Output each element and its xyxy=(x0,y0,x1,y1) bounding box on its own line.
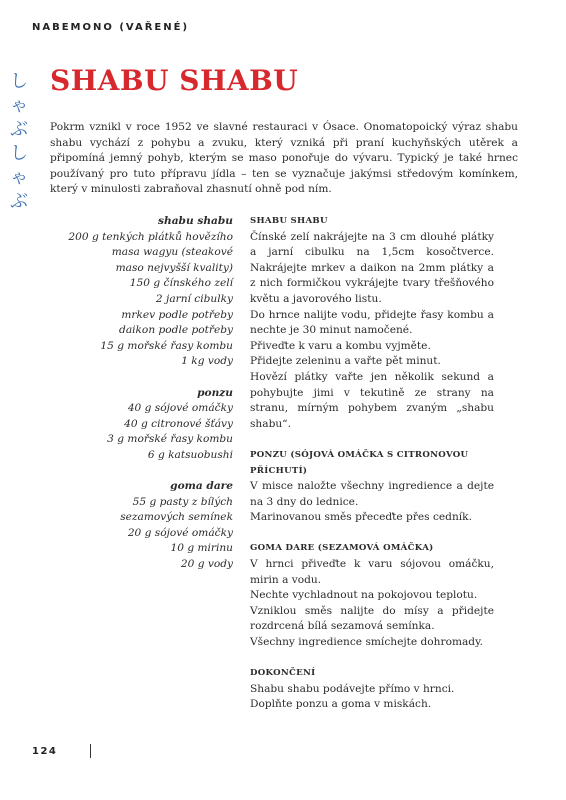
ingredient-line: daikon podle potřeby xyxy=(119,324,233,337)
ingredient-line: 150 g čínského zelí xyxy=(129,277,233,290)
instruction-paragraph: V hrnci přiveďte k varu sójovou omáčku, mirin a vodu. xyxy=(250,558,494,586)
ingredient-group xyxy=(50,214,233,370)
ingredient-line: 20 g sójové omáčky xyxy=(127,526,233,539)
instruction-section xyxy=(250,214,494,432)
kana-char: し xyxy=(10,71,28,92)
instruction-section xyxy=(250,541,494,650)
section-heading: PONZU (SÓJOVÁ OMÁČKA S CITRONOVOU PŘÍCHUTÍ) xyxy=(250,449,469,476)
ingredient-line: 200 g tenkých plátků hovězího xyxy=(68,230,233,243)
instruction-paragraph: Do hrnce nalijte vodu, přidejte řasy kombu a nechte je 30 minut namočené. xyxy=(250,308,494,337)
instruction-paragraph: Vzniklou směs nalijte do mísy a přidejte rozdrcená bílá sezamová semínka. xyxy=(250,604,494,633)
ingredient-line: 20 g vody xyxy=(180,558,233,571)
instructions-column xyxy=(250,214,494,713)
ingredient-line: 3 g mořské řasy kombu xyxy=(107,433,233,446)
section-heading: SHABU SHABU xyxy=(250,216,328,226)
ingredient-line: 40 g sójové omáčky xyxy=(127,402,233,415)
ingredient-group-heading: goma dare xyxy=(170,480,233,493)
kana-char: ぶ xyxy=(10,191,28,212)
instruction-paragraph: Nechte vychladnout na pokojovou teplotu. xyxy=(250,589,478,602)
intro-paragraph: Pokrm vznikl v roce 1952 ve slavné restauraci v Ósace. Onomatopoický výraz shabu shabu vychází z pohybu a zvuku, který vzniká při praní kuchyňských utěrek a připomíná jemný pohyb, kterým se maso ponořuje do vývaru. Typický je také hrnec používaný pro tuto přípravu jídla – ten se vyznačuje jakýmsi středovým komínkem, který v minulosti zabraňoval zhasnutí ohně pod ním. xyxy=(50,121,518,196)
ingredient-group xyxy=(50,479,233,573)
instruction-paragraph: Marinovanou směs přeceďte přes cedník. xyxy=(250,511,472,524)
instruction-section xyxy=(250,448,494,526)
instruction-paragraph: Shabu shabu podávejte přímo v hrnci. xyxy=(250,682,455,695)
ingredient-line: 2 jarní cibulky xyxy=(155,292,233,305)
ingredient-line: 1 kg vody xyxy=(181,355,233,368)
instruction-paragraph: Přidejte zeleninu a vařte pět minut. xyxy=(250,355,441,368)
instruction-paragraph: Hovězí plátky vařte jen několik sekund a pohybujte jimi v tekutině ze strany na stranu, mírným pohybem zvaným „shabu shabu“. xyxy=(250,370,494,430)
ingredient-line: 55 g pasty z bílých xyxy=(132,495,233,508)
vertical-japanese-title xyxy=(6,70,32,214)
page-number: 124 xyxy=(32,746,58,757)
recipe-title: SHABU SHABU xyxy=(50,64,299,97)
instruction-paragraph: Čínské zelí nakrájejte na 3 cm dlouhé plátky a jarní cibulku na 1,5cm kosočtverce. Nakrájejte mrkev a daikon na 2mm plátky a z nich formičkou vykrájejte tvary třešňového květu a javorového listu. xyxy=(250,230,494,305)
instruction-section xyxy=(250,666,494,713)
ingredient-line: maso nejvyšší kvality) xyxy=(115,261,233,274)
instruction-paragraph: Doplňte ponzu a goma v miskách. xyxy=(250,698,432,711)
kana-char: ぶ xyxy=(10,119,28,140)
ingredient-line: mrkev podle potřeby xyxy=(121,308,233,321)
ingredient-line: 15 g mořské řasy kombu xyxy=(100,339,233,352)
ingredient-group xyxy=(50,386,233,464)
kana-char: し xyxy=(10,143,28,164)
section-heading: GOMA DARE (SEZAMOVÁ OMÁČKA) xyxy=(250,543,434,554)
ingredient-line: 10 g mirinu xyxy=(170,542,233,555)
section-heading: DOKONČENÍ xyxy=(250,668,316,679)
ingredient-line: 40 g citronové šťávy xyxy=(124,417,233,430)
ingredient-group-heading: shabu shabu xyxy=(158,215,233,227)
instruction-paragraph: Všechny ingredience smíchejte dohromady. xyxy=(250,636,484,649)
footer-divider xyxy=(90,744,91,758)
kana-char: ゃ xyxy=(10,167,28,188)
instruction-paragraph: V misce naložte všechny ingredience a dejte na 3 dny do lednice. xyxy=(250,480,494,508)
ingredient-group-heading: ponzu xyxy=(197,386,233,399)
instruction-paragraph: Přiveďte k varu a kombu vyjměte. xyxy=(250,339,431,352)
ingredients-column xyxy=(50,214,233,573)
ingredient-line: 6 g katsuobushi xyxy=(147,448,233,461)
running-header: NABEMONO (VAŘENÉ) xyxy=(32,22,190,33)
kana-char: ゃ xyxy=(10,95,28,116)
ingredient-line: sezamových semínek xyxy=(120,511,233,524)
ingredient-line: masa wagyu (steakové xyxy=(111,246,233,259)
